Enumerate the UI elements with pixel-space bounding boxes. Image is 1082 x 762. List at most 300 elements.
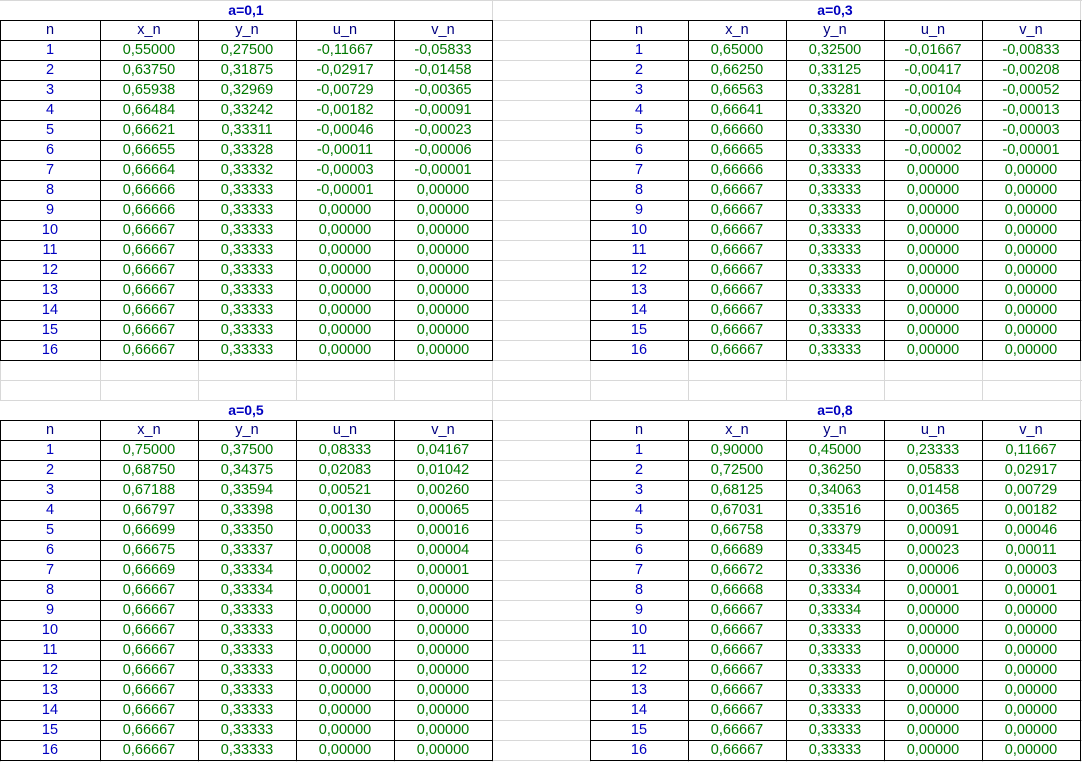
value-cell[interactable]: 0,00000	[416, 182, 470, 198]
value-cell[interactable]: 0,00000	[906, 222, 960, 238]
row-index-cell[interactable]: 12	[41, 262, 59, 278]
value-cell[interactable]: 0,33333	[220, 262, 274, 278]
value-cell[interactable]: 0,00091	[906, 522, 960, 538]
value-cell[interactable]: 0,00000	[318, 702, 372, 718]
value-cell[interactable]: 0,33333	[220, 182, 274, 198]
value-cell[interactable]: 0,00000	[416, 202, 470, 218]
value-cell[interactable]: 0,00000	[1004, 302, 1058, 318]
value-cell[interactable]: 0,72500	[710, 462, 764, 478]
value-cell[interactable]: 0,00000	[1004, 322, 1058, 338]
value-cell[interactable]: 0,00000	[906, 322, 960, 338]
value-cell[interactable]: 0,00000	[416, 282, 470, 298]
value-cell[interactable]: 0,00001	[906, 582, 960, 598]
value-cell[interactable]: 0,33333	[808, 682, 862, 698]
value-cell[interactable]: -0,00001	[316, 182, 374, 198]
value-cell[interactable]: 0,02083	[318, 462, 372, 478]
value-cell[interactable]: 0,68125	[710, 482, 764, 498]
value-cell[interactable]: 0,65000	[710, 42, 764, 58]
value-cell[interactable]: -0,00104	[904, 82, 962, 98]
value-cell[interactable]: 0,55000	[122, 42, 176, 58]
value-cell[interactable]: 0,33333	[220, 662, 274, 678]
row-index-cell[interactable]: 3	[634, 482, 644, 498]
value-cell[interactable]: 0,66641	[710, 102, 764, 118]
value-cell[interactable]: 0,33333	[220, 242, 274, 258]
value-cell[interactable]: -0,00208	[1002, 62, 1060, 78]
value-cell[interactable]: 0,00000	[906, 262, 960, 278]
row-index-cell[interactable]: 10	[41, 222, 59, 238]
value-cell[interactable]: 0,00016	[416, 522, 470, 538]
value-cell[interactable]: 0,33333	[220, 202, 274, 218]
value-cell[interactable]: 0,00000	[416, 662, 470, 678]
value-cell[interactable]: 0,33336	[808, 562, 862, 578]
value-cell[interactable]: -0,11667	[316, 42, 374, 58]
value-cell[interactable]: 0,66667	[710, 662, 764, 678]
value-cell[interactable]: 0,00000	[906, 722, 960, 738]
value-cell[interactable]: 0,00130	[318, 502, 372, 518]
value-cell[interactable]: 0,33337	[220, 542, 274, 558]
value-cell[interactable]: 0,33333	[808, 222, 862, 238]
value-cell[interactable]: 0,33333	[220, 722, 274, 738]
value-cell[interactable]: 0,66667	[710, 302, 764, 318]
value-cell[interactable]: 0,00000	[906, 682, 960, 698]
value-cell[interactable]: 0,33328	[220, 142, 274, 158]
value-cell[interactable]: 0,00000	[318, 682, 372, 698]
row-index-cell[interactable]: 5	[634, 122, 644, 138]
value-cell[interactable]: 0,00000	[318, 302, 372, 318]
value-cell[interactable]: -0,00003	[1002, 122, 1060, 138]
value-cell[interactable]: 0,66484	[122, 102, 176, 118]
value-cell[interactable]: 0,66667	[710, 722, 764, 738]
value-cell[interactable]: 0,00000	[1004, 262, 1058, 278]
value-cell[interactable]: 0,66758	[710, 522, 764, 538]
value-cell[interactable]: 0,33330	[808, 122, 862, 138]
value-cell[interactable]: 0,00001	[416, 562, 470, 578]
value-cell[interactable]: 0,00000	[1004, 602, 1058, 618]
row-index-cell[interactable]: 10	[630, 622, 648, 638]
value-cell[interactable]: 0,66667	[122, 642, 176, 658]
value-cell[interactable]: 0,33333	[220, 322, 274, 338]
row-index-cell[interactable]: 14	[630, 302, 648, 318]
value-cell[interactable]: 0,34063	[808, 482, 862, 498]
value-cell[interactable]: -0,00091	[414, 102, 472, 118]
value-cell[interactable]: 0,34375	[220, 462, 274, 478]
value-cell[interactable]: 0,00000	[416, 262, 470, 278]
row-index-cell[interactable]: 14	[41, 302, 59, 318]
value-cell[interactable]: 0,00000	[1004, 682, 1058, 698]
value-cell[interactable]: 0,00000	[1004, 702, 1058, 718]
row-index-cell[interactable]: 13	[630, 682, 648, 698]
row-index-cell[interactable]: 14	[630, 702, 648, 718]
value-cell[interactable]: 0,66667	[122, 262, 176, 278]
value-cell[interactable]: -0,01458	[414, 62, 472, 78]
value-cell[interactable]: 0,00000	[906, 302, 960, 318]
row-index-cell[interactable]: 5	[45, 522, 55, 538]
value-cell[interactable]: 0,66667	[122, 622, 176, 638]
value-cell[interactable]: 0,66668	[710, 582, 764, 598]
row-index-cell[interactable]: 3	[634, 82, 644, 98]
row-index-cell[interactable]: 1	[45, 42, 55, 58]
value-cell[interactable]: 0,66563	[710, 82, 764, 98]
value-cell[interactable]: 0,00000	[1004, 222, 1058, 238]
value-cell[interactable]: 0,00000	[906, 622, 960, 638]
row-index-cell[interactable]: 6	[634, 142, 644, 158]
value-cell[interactable]: 0,66669	[122, 562, 176, 578]
value-cell[interactable]: -0,00833	[1002, 42, 1060, 58]
row-index-cell[interactable]: 14	[41, 702, 59, 718]
value-cell[interactable]: 0,00011	[1005, 542, 1057, 558]
value-cell[interactable]: 0,33125	[808, 62, 862, 78]
value-cell[interactable]: 0,75000	[122, 442, 176, 458]
value-cell[interactable]: 0,00001	[318, 582, 372, 598]
value-cell[interactable]: 0,33333	[808, 182, 862, 198]
value-cell[interactable]: 0,00000	[1004, 622, 1058, 638]
value-cell[interactable]: 0,33333	[808, 702, 862, 718]
value-cell[interactable]: 0,90000	[710, 442, 764, 458]
value-cell[interactable]: 0,33320	[808, 102, 862, 118]
value-cell[interactable]: 0,00000	[416, 702, 470, 718]
value-cell[interactable]: 0,66667	[122, 242, 176, 258]
value-cell[interactable]: 0,68750	[122, 462, 176, 478]
value-cell[interactable]: 0,66667	[122, 342, 176, 358]
row-index-cell[interactable]: 6	[45, 542, 55, 558]
value-cell[interactable]: -0,00417	[904, 62, 962, 78]
value-cell[interactable]: 0,33594	[220, 482, 274, 498]
value-cell[interactable]: 0,33334	[220, 582, 274, 598]
row-index-cell[interactable]: 7	[634, 562, 644, 578]
value-cell[interactable]: -0,05833	[414, 42, 472, 58]
value-cell[interactable]: 0,33242	[220, 102, 274, 118]
value-cell[interactable]: -0,00182	[316, 102, 374, 118]
value-cell[interactable]: 0,00000	[416, 222, 470, 238]
value-cell[interactable]: 0,00000	[1004, 242, 1058, 258]
value-cell[interactable]: 0,00000	[416, 742, 470, 758]
value-cell[interactable]: 0,00000	[318, 662, 372, 678]
value-cell[interactable]: 0,00000	[318, 722, 372, 738]
value-cell[interactable]: 0,65938	[122, 82, 176, 98]
value-cell[interactable]: 0,66667	[122, 302, 176, 318]
row-index-cell[interactable]: 12	[41, 662, 59, 678]
value-cell[interactable]: 0,66667	[122, 602, 176, 618]
value-cell[interactable]: 0,08333	[318, 442, 372, 458]
row-index-cell[interactable]: 9	[45, 602, 55, 618]
value-cell[interactable]: 0,33333	[808, 742, 862, 758]
value-cell[interactable]: 0,33333	[220, 622, 274, 638]
value-cell[interactable]: 0,00065	[416, 502, 470, 518]
row-index-cell[interactable]: 10	[41, 622, 59, 638]
value-cell[interactable]: -0,00013	[1002, 102, 1060, 118]
value-cell[interactable]: -0,00052	[1002, 82, 1060, 98]
value-cell[interactable]: -0,00006	[414, 142, 472, 158]
row-index-cell[interactable]: 5	[45, 122, 55, 138]
value-cell[interactable]: 0,00000	[416, 322, 470, 338]
value-cell[interactable]: 0,33333	[808, 642, 862, 658]
value-cell[interactable]: 0,33333	[808, 242, 862, 258]
row-index-cell[interactable]: 15	[41, 722, 59, 738]
value-cell[interactable]: 0,33333	[808, 342, 862, 358]
value-cell[interactable]: 0,00000	[416, 582, 470, 598]
row-index-cell[interactable]: 8	[634, 182, 644, 198]
row-index-cell[interactable]: 9	[45, 202, 55, 218]
row-index-cell[interactable]: 11	[42, 242, 58, 258]
value-cell[interactable]: 0,33333	[220, 302, 274, 318]
value-cell[interactable]: 0,66655	[122, 142, 176, 158]
value-cell[interactable]: 0,00000	[1004, 182, 1058, 198]
value-cell[interactable]: 0,00000	[416, 602, 470, 618]
value-cell[interactable]: 0,33333	[220, 642, 274, 658]
value-cell[interactable]: 0,33333	[220, 682, 274, 698]
value-cell[interactable]: 0,00008	[318, 542, 372, 558]
value-cell[interactable]: 0,66667	[710, 322, 764, 338]
value-cell[interactable]: 0,66797	[122, 502, 176, 518]
value-cell[interactable]: 0,66667	[710, 642, 764, 658]
value-cell[interactable]: 0,00260	[416, 482, 470, 498]
value-cell[interactable]: 0,66666	[710, 162, 764, 178]
value-cell[interactable]: 0,00000	[906, 242, 960, 258]
value-cell[interactable]: 0,00000	[906, 202, 960, 218]
value-cell[interactable]: 0,00000	[1004, 162, 1058, 178]
value-cell[interactable]: 0,00000	[416, 622, 470, 638]
value-cell[interactable]: 0,66667	[710, 242, 764, 258]
row-index-cell[interactable]: 3	[45, 482, 55, 498]
value-cell[interactable]: 0,66667	[710, 282, 764, 298]
value-cell[interactable]: 0,00000	[416, 342, 470, 358]
value-cell[interactable]: -0,00026	[904, 102, 962, 118]
value-cell[interactable]: 0,33334	[220, 562, 274, 578]
value-cell[interactable]: 0,00006	[906, 562, 960, 578]
value-cell[interactable]: 0,33345	[808, 542, 862, 558]
row-index-cell[interactable]: 9	[634, 202, 644, 218]
value-cell[interactable]: 0,33333	[808, 322, 862, 338]
value-cell[interactable]: 0,00001	[1004, 582, 1058, 598]
row-index-cell[interactable]: 12	[630, 662, 648, 678]
value-cell[interactable]: 0,00000	[906, 642, 960, 658]
row-index-cell[interactable]: 13	[41, 282, 59, 298]
value-cell[interactable]: 0,66667	[122, 702, 176, 718]
value-cell[interactable]: 0,33281	[808, 82, 862, 98]
value-cell[interactable]: 0,66667	[710, 222, 764, 238]
value-cell[interactable]: 0,33332	[220, 162, 274, 178]
value-cell[interactable]: -0,02917	[316, 62, 374, 78]
value-cell[interactable]: 0,33333	[808, 282, 862, 298]
value-cell[interactable]: 0,00000	[318, 242, 372, 258]
value-cell[interactable]: 0,00000	[1004, 642, 1058, 658]
row-index-cell[interactable]: 1	[634, 442, 644, 458]
value-cell[interactable]: 0,36250	[808, 462, 862, 478]
value-cell[interactable]: -0,00729	[316, 82, 374, 98]
value-cell[interactable]: 0,00000	[1004, 662, 1058, 678]
value-cell[interactable]: 0,00000	[416, 722, 470, 738]
value-cell[interactable]: 0,66667	[710, 682, 764, 698]
row-index-cell[interactable]: 9	[634, 602, 644, 618]
value-cell[interactable]: 0,33333	[808, 202, 862, 218]
value-cell[interactable]: 0,66667	[122, 682, 176, 698]
value-cell[interactable]: 0,66250	[710, 62, 764, 78]
row-index-cell[interactable]: 1	[45, 442, 55, 458]
value-cell[interactable]: 0,66664	[122, 162, 176, 178]
value-cell[interactable]: 0,33333	[220, 602, 274, 618]
row-index-cell[interactable]: 2	[45, 62, 55, 78]
value-cell[interactable]: -0,00003	[316, 162, 374, 178]
value-cell[interactable]: 0,66667	[122, 742, 176, 758]
value-cell[interactable]: 0,00000	[318, 202, 372, 218]
value-cell[interactable]: 0,66667	[710, 602, 764, 618]
row-index-cell[interactable]: 16	[630, 742, 648, 758]
value-cell[interactable]: 0,66675	[122, 542, 176, 558]
value-cell[interactable]: 0,33333	[220, 282, 274, 298]
value-cell[interactable]: 0,01042	[416, 462, 470, 478]
value-cell[interactable]: 0,00000	[318, 342, 372, 358]
value-cell[interactable]: 0,66621	[122, 122, 176, 138]
value-cell[interactable]: -0,00046	[316, 122, 374, 138]
value-cell[interactable]: -0,00001	[414, 162, 472, 178]
value-cell[interactable]: 0,66667	[710, 622, 764, 638]
value-cell[interactable]: 0,11667	[1005, 442, 1057, 458]
row-index-cell[interactable]: 4	[634, 102, 644, 118]
row-index-cell[interactable]: 4	[45, 502, 55, 518]
value-cell[interactable]: -0,01667	[904, 42, 962, 58]
row-index-cell[interactable]: 13	[630, 282, 648, 298]
value-cell[interactable]: 0,00000	[906, 602, 960, 618]
value-cell[interactable]: 0,33516	[808, 502, 862, 518]
value-cell[interactable]: 0,33311	[221, 122, 273, 138]
value-cell[interactable]: 0,00000	[906, 182, 960, 198]
value-cell[interactable]: 0,66667	[710, 742, 764, 758]
row-index-cell[interactable]: 8	[634, 582, 644, 598]
value-cell[interactable]: 0,00000	[906, 662, 960, 678]
row-index-cell[interactable]: 7	[45, 562, 55, 578]
row-index-cell[interactable]: 2	[45, 462, 55, 478]
value-cell[interactable]: 0,02917	[1004, 462, 1058, 478]
value-cell[interactable]: 0,00000	[318, 622, 372, 638]
value-cell[interactable]: 0,66667	[122, 322, 176, 338]
value-cell[interactable]: 0,37500	[220, 442, 274, 458]
row-index-cell[interactable]: 5	[634, 522, 644, 538]
value-cell[interactable]: 0,23333	[906, 442, 960, 458]
value-cell[interactable]: 0,33333	[808, 262, 862, 278]
row-index-cell[interactable]: 16	[41, 742, 59, 758]
value-cell[interactable]: 0,00729	[1004, 482, 1058, 498]
value-cell[interactable]: 0,32969	[220, 82, 274, 98]
value-cell[interactable]: 0,00023	[906, 542, 960, 558]
value-cell[interactable]: 0,66666	[122, 182, 176, 198]
value-cell[interactable]: 0,66672	[710, 562, 764, 578]
value-cell[interactable]: 0,00000	[906, 742, 960, 758]
value-cell[interactable]: -0,00011	[316, 142, 374, 158]
value-cell[interactable]: 0,00000	[318, 262, 372, 278]
value-cell[interactable]: 0,00000	[1004, 202, 1058, 218]
value-cell[interactable]: 0,66667	[710, 702, 764, 718]
value-cell[interactable]: 0,33333	[808, 142, 862, 158]
value-cell[interactable]: -0,00365	[414, 82, 472, 98]
value-cell[interactable]: 0,66667	[122, 222, 176, 238]
value-cell[interactable]: 0,00000	[906, 342, 960, 358]
value-cell[interactable]: 0,66667	[710, 342, 764, 358]
value-cell[interactable]: 0,33350	[220, 522, 274, 538]
value-cell[interactable]: 0,33333	[808, 662, 862, 678]
value-cell[interactable]: 0,33379	[808, 522, 862, 538]
value-cell[interactable]: 0,00000	[318, 322, 372, 338]
value-cell[interactable]: 0,00000	[906, 282, 960, 298]
value-cell[interactable]: 0,00365	[906, 502, 960, 518]
row-index-cell[interactable]: 2	[634, 62, 644, 78]
value-cell[interactable]: -0,00002	[904, 142, 962, 158]
row-index-cell[interactable]: 16	[630, 342, 648, 358]
value-cell[interactable]: 0,00046	[1004, 522, 1058, 538]
value-cell[interactable]: 0,00521	[318, 482, 372, 498]
value-cell[interactable]: 0,04167	[416, 442, 470, 458]
row-index-cell[interactable]: 11	[631, 642, 647, 658]
value-cell[interactable]: -0,00007	[904, 122, 962, 138]
row-index-cell[interactable]: 15	[630, 322, 648, 338]
value-cell[interactable]: 0,00000	[1004, 722, 1058, 738]
value-cell[interactable]: 0,33333	[220, 342, 274, 358]
value-cell[interactable]: 0,67188	[122, 482, 176, 498]
value-cell[interactable]: 0,67031	[710, 502, 764, 518]
value-cell[interactable]: 0,05833	[906, 462, 960, 478]
value-cell[interactable]: 0,33333	[220, 702, 274, 718]
value-cell[interactable]: 0,66667	[122, 722, 176, 738]
value-cell[interactable]: 0,00033	[318, 522, 372, 538]
row-index-cell[interactable]: 16	[41, 342, 59, 358]
value-cell[interactable]: 0,00000	[416, 642, 470, 658]
value-cell[interactable]: 0,00002	[318, 562, 372, 578]
row-index-cell[interactable]: 12	[630, 262, 648, 278]
value-cell[interactable]: 0,00000	[318, 222, 372, 238]
value-cell[interactable]: 0,01458	[906, 482, 960, 498]
value-cell[interactable]: 0,66667	[122, 282, 176, 298]
row-index-cell[interactable]: 8	[45, 582, 55, 598]
value-cell[interactable]: 0,32500	[808, 42, 862, 58]
value-cell[interactable]: 0,00000	[416, 242, 470, 258]
value-cell[interactable]: 0,00000	[416, 682, 470, 698]
value-cell[interactable]: 0,00000	[1004, 742, 1058, 758]
value-cell[interactable]: 0,00000	[906, 162, 960, 178]
value-cell[interactable]: 0,00000	[1004, 282, 1058, 298]
value-cell[interactable]: 0,66667	[710, 262, 764, 278]
value-cell[interactable]: 0,31875	[220, 62, 274, 78]
row-index-cell[interactable]: 3	[45, 82, 55, 98]
value-cell[interactable]: 0,00000	[906, 702, 960, 718]
row-index-cell[interactable]: 6	[634, 542, 644, 558]
row-index-cell[interactable]: 2	[634, 462, 644, 478]
value-cell[interactable]: 0,63750	[122, 62, 176, 78]
row-index-cell[interactable]: 11	[631, 242, 647, 258]
value-cell[interactable]: 0,33334	[808, 602, 862, 618]
row-index-cell[interactable]: 11	[42, 642, 58, 658]
value-cell[interactable]: 0,66667	[710, 202, 764, 218]
value-cell[interactable]: 0,33334	[808, 582, 862, 598]
value-cell[interactable]: 0,00000	[318, 642, 372, 658]
value-cell[interactable]: -0,00001	[1002, 142, 1060, 158]
row-index-cell[interactable]: 15	[41, 322, 59, 338]
value-cell[interactable]: 0,66660	[710, 122, 764, 138]
value-cell[interactable]: 0,45000	[808, 442, 862, 458]
value-cell[interactable]: 0,00182	[1004, 502, 1058, 518]
value-cell[interactable]: 0,00003	[1004, 562, 1058, 578]
value-cell[interactable]: 0,66667	[122, 582, 176, 598]
value-cell[interactable]: 0,66699	[122, 522, 176, 538]
value-cell[interactable]: 0,00004	[416, 542, 470, 558]
value-cell[interactable]: 0,33333	[808, 302, 862, 318]
value-cell[interactable]: 0,66667	[710, 182, 764, 198]
value-cell[interactable]: 0,66665	[710, 142, 764, 158]
value-cell[interactable]: 0,00000	[318, 742, 372, 758]
row-index-cell[interactable]: 10	[630, 222, 648, 238]
row-index-cell[interactable]: 7	[634, 162, 644, 178]
value-cell[interactable]: 0,66666	[122, 202, 176, 218]
value-cell[interactable]: 0,66689	[710, 542, 764, 558]
row-index-cell[interactable]: 1	[634, 42, 644, 58]
